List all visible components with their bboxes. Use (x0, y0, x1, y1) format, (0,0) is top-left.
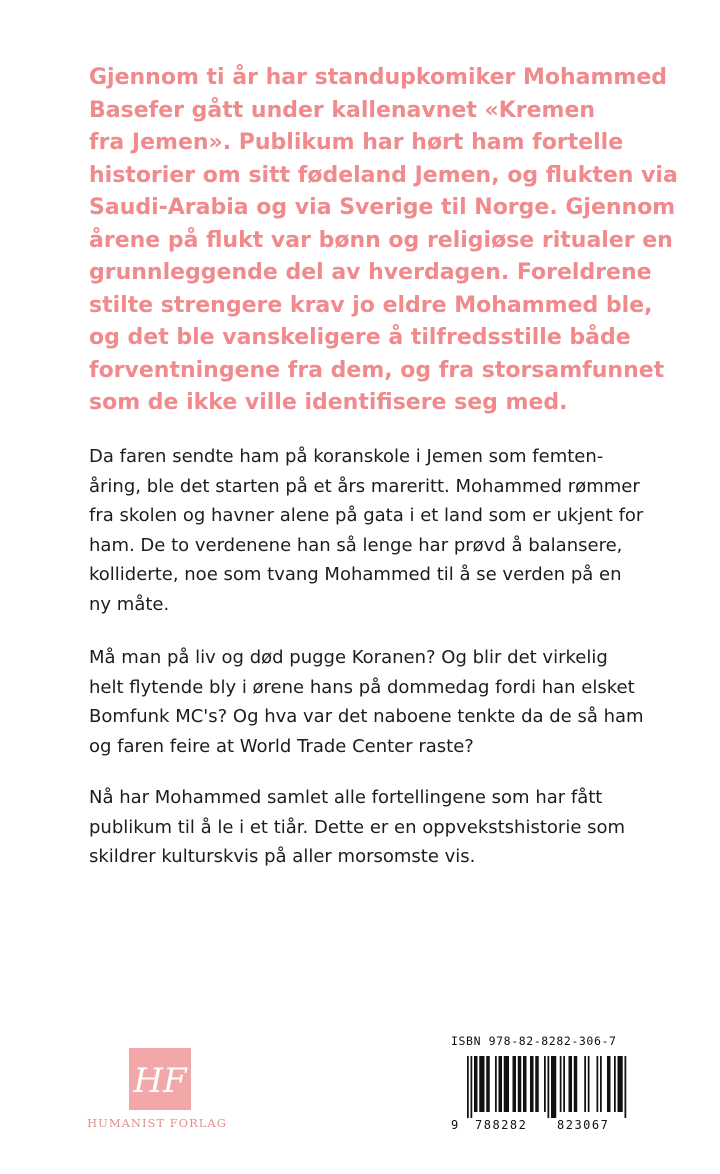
intro-line: og det ble vanskeligere å tilfredsstille både (89, 325, 631, 350)
barcode-bar (548, 1056, 550, 1118)
body-line: åring, ble det starten på et års mareritt. Mohammed rømmer (89, 475, 640, 497)
body-line: publikum til å le i et tiår. Dette er en oppvekstshistorie som (89, 816, 626, 838)
barcode-bar (551, 1056, 556, 1118)
barcode-bar (574, 1056, 578, 1112)
barcode-bar (513, 1056, 517, 1112)
intro-line: Basefer gått under kallenavnet «Kremen (89, 97, 596, 123)
barcode-bar (530, 1056, 534, 1112)
barcode-bar (467, 1056, 469, 1118)
paragraph-closing (89, 783, 689, 872)
barcode-icon (447, 1056, 643, 1132)
barcode-bar (474, 1056, 478, 1112)
isbn-number: ISBN 978-82-8282-306-7 (451, 1034, 617, 1048)
barcode-bar (504, 1056, 509, 1112)
logo-mark-text: HF (133, 1061, 187, 1101)
intro-line: Saudi-Arabia og via Sverige til Norge. Gjennom (89, 195, 676, 220)
body-line: fra skolen og havner alene på gata i et land som er ukjent for (89, 505, 644, 526)
body-line: Må man på liv og død pugge Koranen? Og blir det virkelig (89, 647, 608, 668)
body-line: ny måte. (89, 593, 170, 615)
barcode-bar (518, 1056, 522, 1112)
barcode-bar (584, 1056, 586, 1112)
barcode-right-digits: 823067 (557, 1118, 610, 1132)
body-line: Bomfunk MC's? Og hva var det naboene tenkte da de så ham (89, 706, 644, 727)
barcode-bar (614, 1056, 616, 1112)
barcode-bar (588, 1056, 590, 1112)
intro-line: Gjennom ti år har standupkomiker Mohammed (89, 65, 668, 90)
barcode-bar (499, 1056, 503, 1112)
barcode-bar (523, 1056, 527, 1112)
hf-monogram-icon (129, 1048, 191, 1110)
body-line: Nå har Mohammed samlet alle fortellingene som har fått (89, 787, 603, 808)
barcode-bar (535, 1056, 539, 1112)
publisher-name: HUMANIST FORLAG (87, 1116, 227, 1130)
publisher-logo (78, 1044, 236, 1134)
intro-line: som de ikke ville identifisere seg med. (89, 390, 568, 415)
body-line: Da faren sendte ham på koranskole i Jemen som femten- (89, 446, 604, 467)
barcode-bar (618, 1056, 623, 1112)
barcode-bar (544, 1056, 546, 1112)
intro-line: historier om sitt fødeland Jemen, og flukten via (89, 162, 678, 188)
intro-line: stilte strengere krav jo eldre Mohammed ble, (89, 292, 653, 318)
body-line: helt flytende bly i ørene hans på dommedag fordi han elsket (89, 676, 635, 698)
barcode-bar (479, 1056, 484, 1112)
body-line: ham. De to verdenene han så lenge har prøvd å balansere, (89, 534, 623, 556)
barcode-left-digits: 788282 (475, 1118, 528, 1132)
barcode-bar (560, 1056, 562, 1112)
barcode-bar (486, 1056, 490, 1112)
barcode-bar (495, 1056, 497, 1112)
barcode-bar (563, 1056, 565, 1112)
body-line: skildrer kulturskvis på aller morsomste vis. (89, 846, 476, 867)
barcode-bar (600, 1056, 602, 1112)
barcode-bar (569, 1056, 573, 1112)
barcode-bar (625, 1056, 627, 1118)
barcode-first-digit: 9 (451, 1118, 459, 1132)
barcode-bar (597, 1056, 599, 1112)
barcode-bar (471, 1056, 473, 1118)
body-line: og faren feire at World Trade Center raste? (89, 735, 474, 757)
paragraph-questions (89, 643, 689, 761)
publisher-logo-mark (129, 1048, 191, 1110)
intro-line: forventningene fra dem, og fra storsamfunnet (89, 357, 665, 383)
barcode-bar (607, 1056, 611, 1112)
body-line: kolliderte, noe som tvang Mohammed til å se verden på en (89, 564, 622, 585)
intro-line: årene på flukt var bønn og religiøse ritualer en (89, 227, 673, 253)
intro-line: fra Jemen». Publikum har hørt ham fortelle (89, 130, 624, 155)
intro-blurb (89, 62, 689, 420)
intro-line: grunnleggende del av hverdagen. Foreldrene (89, 260, 652, 285)
isbn-barcode (447, 1034, 643, 1134)
paragraph-koranskole (89, 442, 689, 619)
barcode-bars (467, 1056, 626, 1118)
